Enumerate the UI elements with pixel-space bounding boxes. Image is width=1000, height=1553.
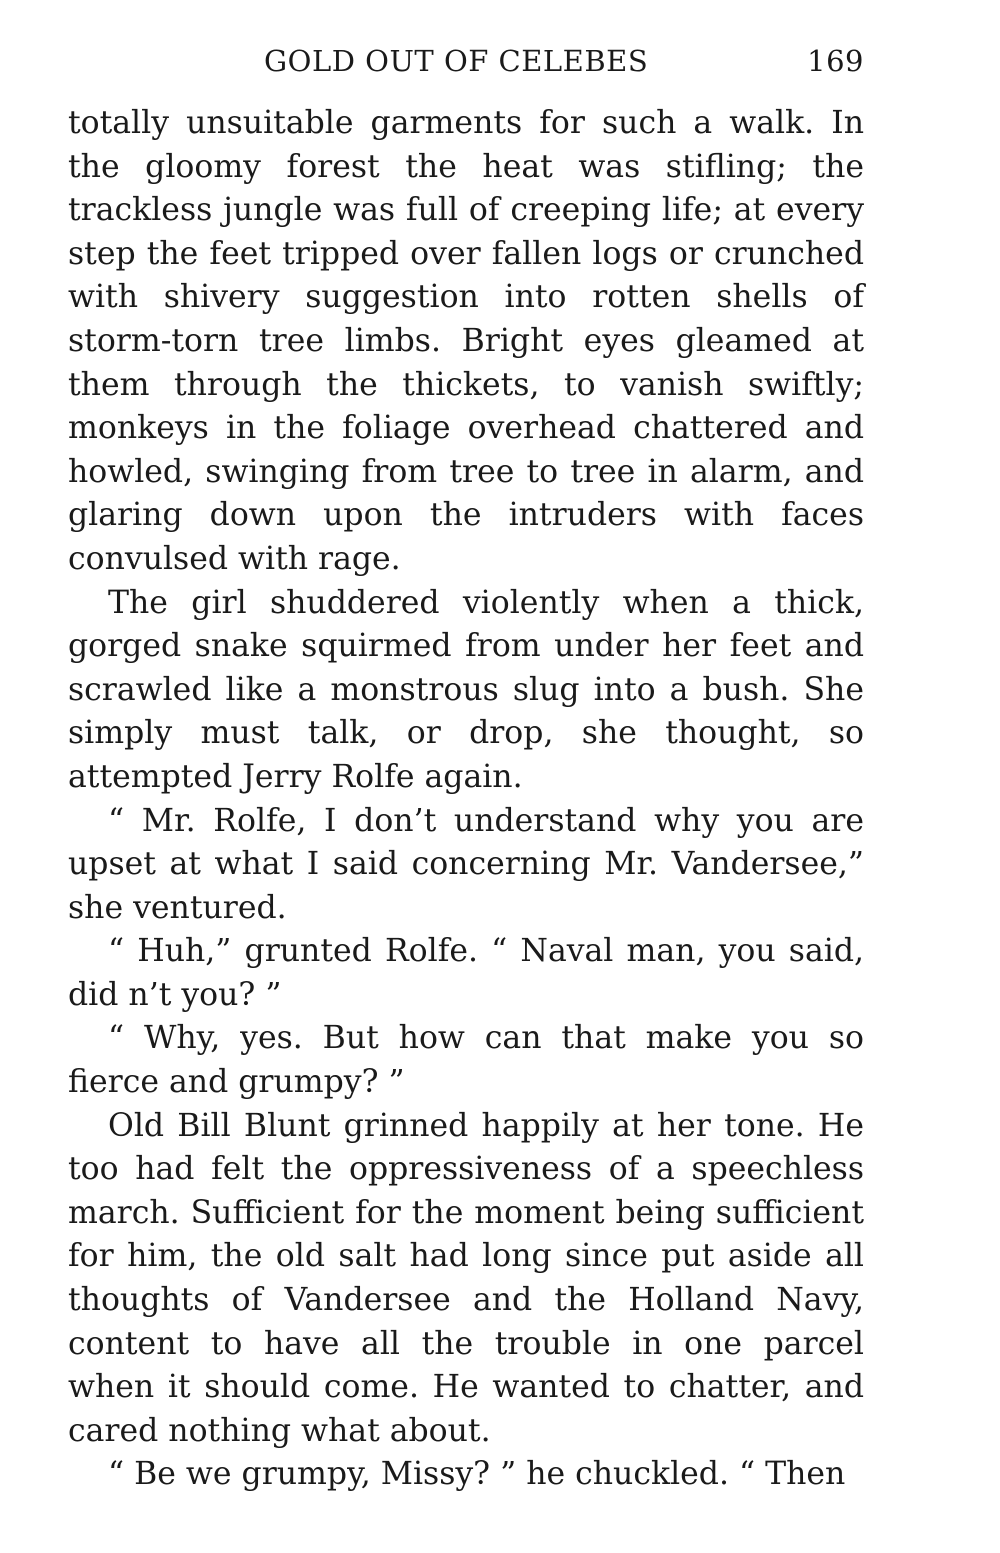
paragraph: “ Huh,” grunted Rolfe. “ Naval man, you said, did n’t you? ” — [68, 933, 864, 1013]
running-title: GOLD OUT OF CELEBES — [264, 44, 649, 78]
paragraph-continuation: totally unsuitable garments for such a walk. In the gloomy forest the heat was stifling; the trackless jungle was full of creeping life; at every step the feet tripped over fallen logs or crunched with shivery suggestion into rotten shells of storm-torn tree limbs. Bright eyes gleamed at them through the thickets, to vanish swiftly; monkeys in the foliage overhead chattered and howled, swinging from tree to tree in alarm, and glaring down upon the intruders with faces convulsed with rage. — [68, 105, 864, 577]
body-text — [68, 102, 864, 1497]
paragraph: “ Be we grumpy, Missy? ” he chuckled. “ Then — [108, 1456, 846, 1493]
paragraph: Old Bill Blunt grinned happily at her tone. He too had felt the oppressiveness of a speechless march. Sufficient for the moment being sufficient for him, the old salt had long since put aside all thoughts of Vandersee and the Holland Navy, content to have all the trouble in one parcel when it should come. He wanted to chatter, and cared nothing what about. — [68, 1107, 864, 1449]
paragraph: “ Why, yes. But how can that make you so fierce and grumpy? ” — [68, 1020, 864, 1101]
book-page — [68, 40, 864, 1497]
paragraph: “ Mr. Rolfe, I don’t understand why you are upset at what I said concerning Mr. Vandersee,” she ventured. — [68, 802, 864, 926]
running-head — [68, 40, 864, 90]
page-number: 169 — [807, 44, 864, 78]
paragraph: The girl shuddered violently when a thick, gorged snake squirmed from under her feet and scrawled like a monstrous slug into a bush. She simply must talk, or drop, she thought, so attempted Jerry Rolfe again. — [68, 584, 864, 795]
